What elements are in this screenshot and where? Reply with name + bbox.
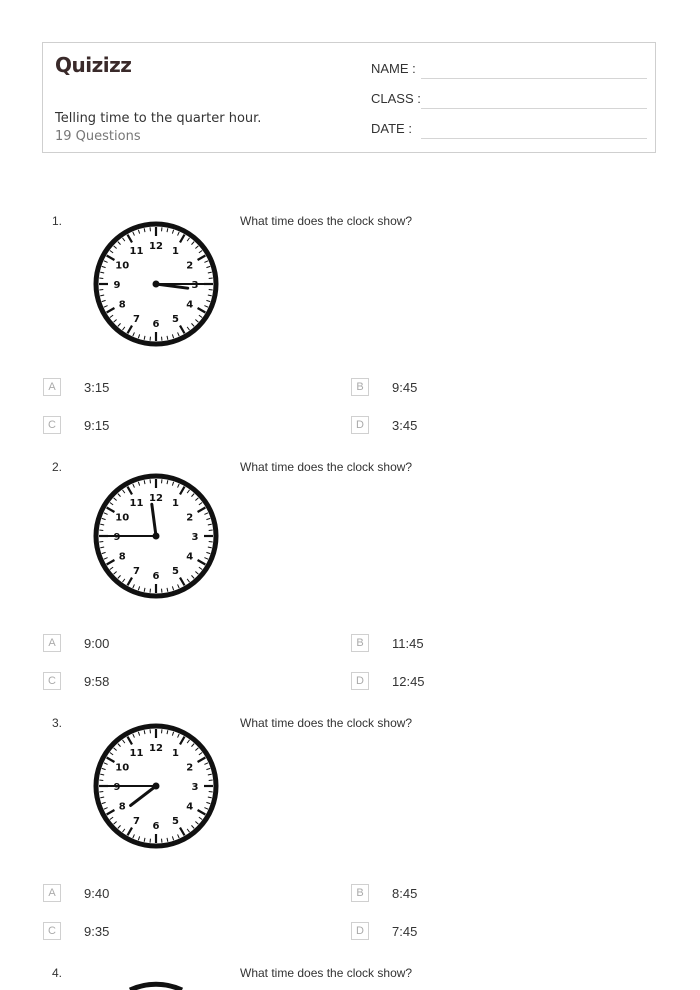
clock-numeral: 9 — [113, 782, 121, 793]
option-letter-c[interactable]: C — [43, 922, 61, 940]
question-text: What time does the clock show? — [240, 966, 413, 980]
clock-numeral: 8 — [118, 551, 126, 563]
clock-numeral: 9 — [113, 532, 121, 543]
clock-numeral: 7 — [133, 313, 140, 325]
name-line[interactable] — [421, 78, 647, 79]
class-label: CLASS : — [371, 91, 421, 106]
date-label: DATE : — [371, 121, 412, 136]
option-text-b[interactable]: 11:45 — [392, 636, 424, 651]
option-letter-c[interactable]: C — [43, 416, 61, 434]
option-letter-d[interactable]: D — [351, 922, 369, 940]
clock-numeral: 2 — [186, 260, 194, 272]
option-letter-c[interactable]: C — [43, 672, 61, 690]
clock-face — [90, 218, 222, 350]
question-text: What time does the clock show? — [240, 214, 413, 228]
clock-numeral: 11 — [129, 498, 144, 510]
clock-face-partial — [90, 972, 222, 990]
clock-numeral: 7 — [133, 565, 140, 577]
clock-numeral: 7 — [133, 815, 140, 827]
clock-numeral: 4 — [186, 299, 194, 311]
question-number: 1. — [52, 214, 63, 228]
option-text-b[interactable]: 9:45 — [392, 380, 418, 395]
quizizz-logo: Quizizz — [55, 53, 132, 77]
clock-numeral: 1 — [172, 246, 179, 258]
clock-numeral: 2 — [186, 762, 194, 774]
clock-numeral: 6 — [152, 821, 160, 832]
clock-center — [153, 783, 160, 790]
option-letter-a[interactable]: A — [43, 634, 61, 652]
option-text-b[interactable]: 8:45 — [392, 886, 418, 901]
clock-numeral: 12 — [149, 493, 163, 504]
clock-numeral: 6 — [152, 319, 160, 330]
worksheet-title: Telling time to the quarter hour. — [55, 111, 262, 126]
name-label: NAME : — [371, 61, 416, 76]
clock-numeral: 1 — [172, 748, 179, 760]
clock-numeral: 10 — [115, 512, 130, 524]
option-text-a[interactable]: 3:15 — [84, 380, 110, 395]
clock-numeral: 11 — [129, 748, 144, 760]
clock-numeral: 8 — [118, 299, 126, 311]
clock-numeral: 3 — [191, 532, 199, 543]
clock-numeral: 3 — [191, 280, 199, 291]
option-letter-b[interactable]: B — [351, 884, 369, 902]
clock-numeral: 12 — [149, 241, 163, 252]
option-letter-a[interactable]: A — [43, 378, 61, 396]
clock-center — [153, 281, 160, 288]
clock-numeral: 1 — [172, 498, 179, 510]
question-number: 4. — [52, 966, 63, 980]
clock-numeral: 4 — [186, 551, 194, 563]
class-line[interactable] — [421, 108, 647, 109]
option-text-c[interactable]: 9:58 — [84, 674, 110, 689]
option-letter-b[interactable]: B — [351, 634, 369, 652]
question-count: 19 Questions — [55, 129, 141, 144]
option-text-d[interactable]: 3:45 — [392, 418, 418, 433]
clock-numeral: 11 — [129, 246, 144, 258]
clock-center — [153, 533, 160, 540]
clock-face — [90, 470, 222, 602]
option-letter-b[interactable]: B — [351, 378, 369, 396]
clock-numeral: 5 — [172, 313, 179, 325]
option-letter-a[interactable]: A — [43, 884, 61, 902]
clock-numeral: 5 — [172, 565, 179, 577]
option-text-a[interactable]: 9:00 — [84, 636, 110, 651]
question-text: What time does the clock show? — [240, 716, 413, 730]
clock-numeral: 8 — [118, 801, 126, 813]
clock-numeral: 3 — [191, 782, 199, 793]
option-text-c[interactable]: 9:35 — [84, 924, 110, 939]
clock-numeral: 12 — [149, 743, 163, 754]
clock-numeral: 10 — [115, 762, 130, 774]
date-line[interactable] — [421, 138, 647, 139]
question-number: 3. — [52, 716, 63, 730]
clock-numeral: 9 — [113, 280, 121, 291]
option-letter-d[interactable]: D — [351, 416, 369, 434]
question-text: What time does the clock show? — [240, 460, 413, 474]
worksheet-header — [42, 42, 656, 153]
clock-numeral: 10 — [115, 260, 130, 272]
clock-numeral: 6 — [152, 571, 160, 582]
option-text-d[interactable]: 7:45 — [392, 924, 418, 939]
clock-numeral: 5 — [172, 815, 179, 827]
clock-numeral: 4 — [186, 801, 194, 813]
option-text-d[interactable]: 12:45 — [392, 674, 425, 689]
clock-numeral: 2 — [186, 512, 194, 524]
option-text-c[interactable]: 9:15 — [84, 418, 110, 433]
clock-face — [90, 720, 222, 852]
option-text-a[interactable]: 9:40 — [84, 886, 110, 901]
option-letter-d[interactable]: D — [351, 672, 369, 690]
question-number: 2. — [52, 460, 63, 474]
